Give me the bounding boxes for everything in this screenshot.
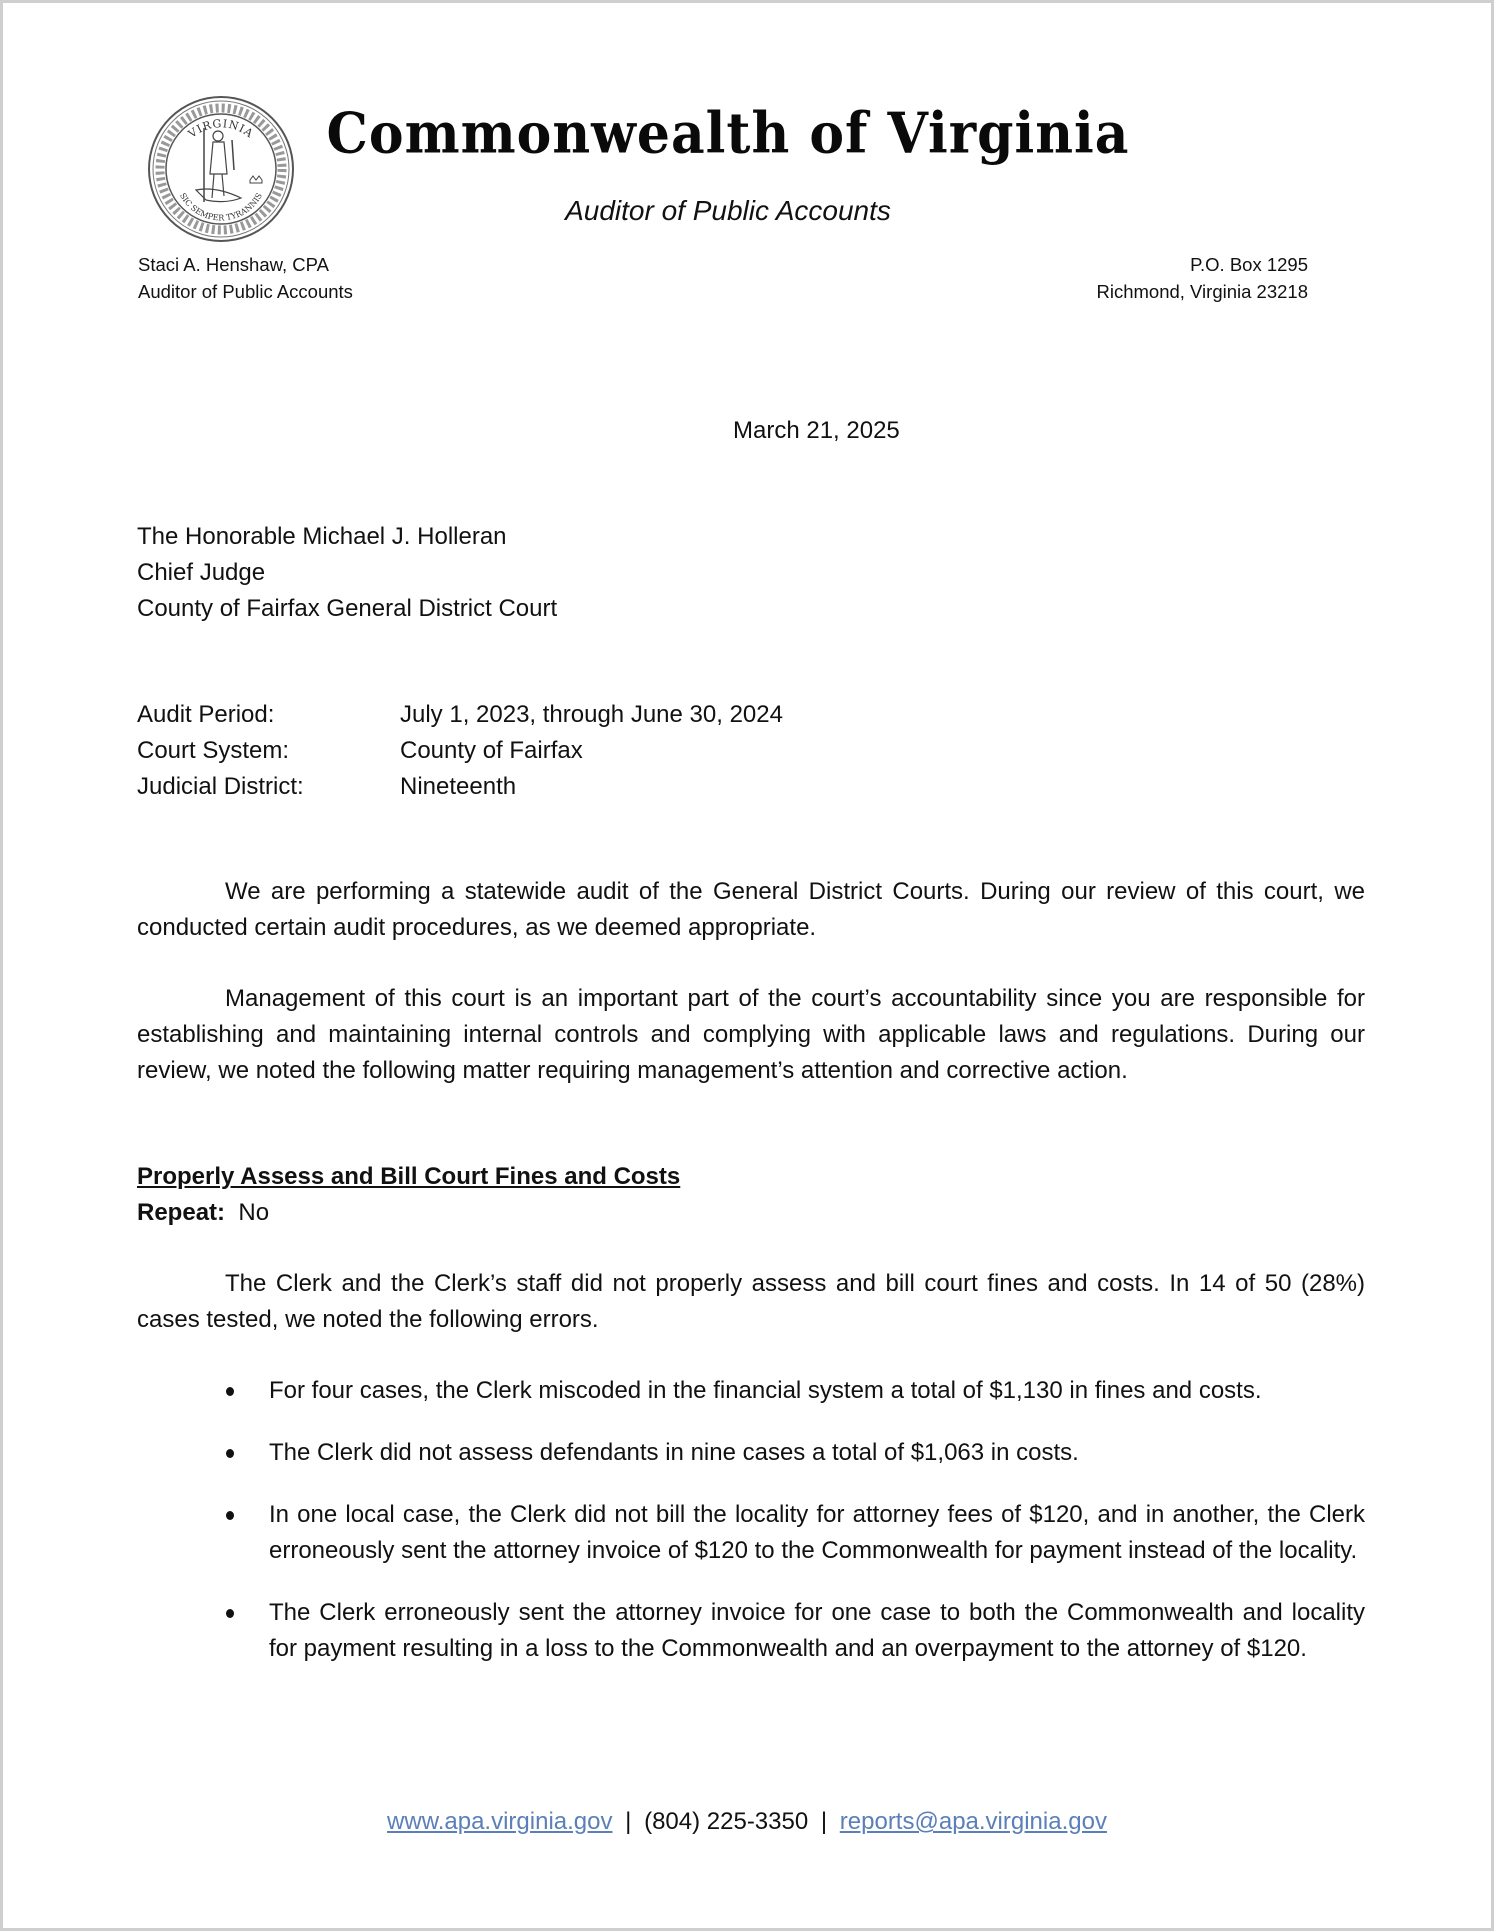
bullet-text: The Clerk erroneously sent the attorney invoice for one case to both the Commonwealth and locality for payment resulting in a loss to the Commonwealth and an overpayment to the attorney of $120. xyxy=(269,1599,1365,1662)
bullet-icon xyxy=(226,1387,234,1396)
footer-phone: (804) 225-3350 xyxy=(644,1808,809,1835)
address-block xyxy=(1096,251,1308,305)
auditor-name: Staci A. Henshaw, CPA xyxy=(138,254,329,275)
meta-value: Nineteenth xyxy=(400,773,517,800)
letterhead-subtitle: Auditor of Public Accounts xyxy=(565,195,891,226)
virginia-seal-icon xyxy=(146,94,296,244)
audit-meta xyxy=(137,697,783,805)
footer xyxy=(3,1808,1491,1836)
repeat-label: Repeat: xyxy=(137,1199,226,1226)
repeat-value: No xyxy=(238,1199,270,1226)
email-link[interactable]: reports@apa.virginia.gov xyxy=(839,1808,1107,1835)
address-line-2: Richmond, Virginia 23218 xyxy=(1096,281,1308,302)
address-line-1: P.O. Box 1295 xyxy=(1190,254,1308,275)
list-item xyxy=(137,1497,1365,1569)
finding-repeat xyxy=(137,1195,269,1231)
bullet-icon xyxy=(226,1609,234,1618)
svg-text:SIC SEMPER TYRANNIS: SIC SEMPER TYRANNIS xyxy=(178,191,264,223)
bullet-text: The Clerk did not assess defendants in nine cases a total of $1,063 in costs. xyxy=(269,1439,1079,1466)
svg-text:VIRGINIA: VIRGINIA xyxy=(185,117,257,141)
finding-bullets xyxy=(137,1373,1365,1693)
footer-separator: | xyxy=(820,1808,828,1835)
recipient-name: The Honorable Michael J. Holleran xyxy=(137,523,507,550)
finding-heading: Properly Assess and Bill Court Fines and Costs xyxy=(137,1163,681,1190)
meta-value: County of Fairfax xyxy=(400,737,583,764)
footer-separator: | xyxy=(625,1808,632,1835)
website-link[interactable]: www.apa.virginia.gov xyxy=(387,1808,613,1835)
list-item xyxy=(137,1595,1365,1667)
bullet-icon xyxy=(226,1511,234,1520)
list-item xyxy=(137,1373,1365,1409)
auditor-block xyxy=(138,251,353,305)
recipient-block xyxy=(137,519,557,627)
paragraph-management: Management of this court is an important part of the court’s accountability since you are responsible for establishing and maintaining internal controls and complying with applicable laws and regulations. During our review, we noted the following matter requiring management’s attention and corrective action. xyxy=(137,985,1365,1084)
meta-label: Audit Period: xyxy=(137,701,275,728)
list-item xyxy=(137,1435,1365,1471)
finding-intro: The Clerk and the Clerk’s staff did not properly assess and bill court fines and costs. In 14 of 50 (28%) cases tested, we noted the following errors. xyxy=(137,1270,1365,1333)
bullet-text: In one local case, the Clerk did not bill the locality for attorney fees of $120, and in another, the Clerk erroneously sent the attorney invoice of $120 to the Commonwealth for payment instead of the locality. xyxy=(269,1501,1365,1564)
letterhead-title: Commonwealth of Virginia xyxy=(326,100,1130,167)
meta-row-audit-period xyxy=(137,697,783,733)
meta-label: Judicial District: xyxy=(137,773,304,800)
meta-label: Court System: xyxy=(137,737,290,764)
letter-date: March 21, 2025 xyxy=(733,417,900,444)
meta-value: July 1, 2023, through June 30, 2024 xyxy=(400,701,783,728)
meta-row-judicial-district xyxy=(137,769,783,805)
meta-row-court-system xyxy=(137,733,783,769)
bullet-icon xyxy=(226,1449,234,1458)
recipient-title: Chief Judge xyxy=(137,559,266,586)
bullet-text: For four cases, the Clerk miscoded in the financial system a total of $1,130 in fines and costs. xyxy=(269,1377,1262,1404)
auditor-role: Auditor of Public Accounts xyxy=(138,281,353,302)
paragraph-intro: We are performing a statewide audit of the General District Courts. During our review of this court, we conducted certain audit procedures, as we deemed appropriate. xyxy=(137,878,1365,941)
recipient-court: County of Fairfax General District Court xyxy=(137,595,558,622)
